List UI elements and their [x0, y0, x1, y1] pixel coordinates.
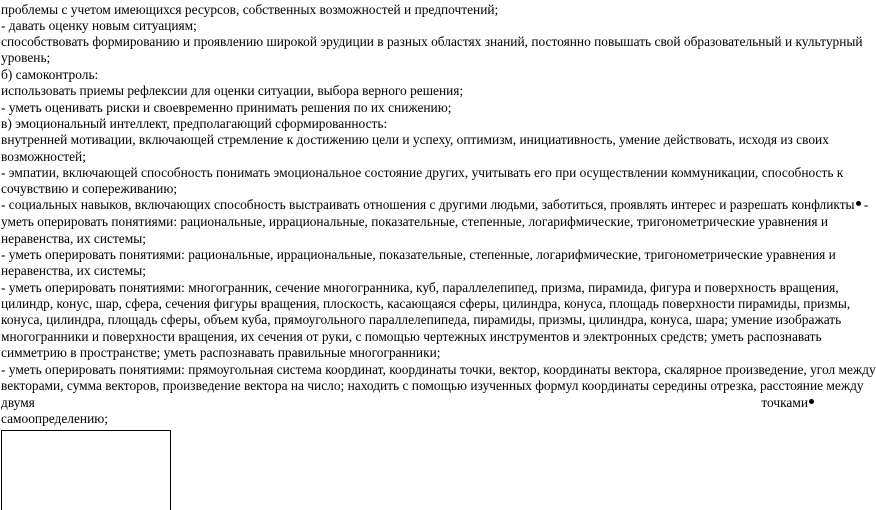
text-line-end [855, 196, 869, 213]
text-line-end [761, 394, 814, 411]
text-line: использовать приемы рефлексии для оценки ситуации, выбора верного решения; [1, 83, 464, 98]
text-line: самоопределению; [1, 411, 108, 426]
text-line: - уметь оперировать понятиями: многогранник, сечение многогранника, куб, параллелепипед, призма, пирамида, фигура и поверхность вращения, [1, 280, 839, 295]
text-line: - давать оценку новым ситуациям; [1, 18, 197, 33]
text-line: векторами, сумма векторов, произведение вектора на число; находить с помощью изученных формул координаты середины отрезка, расстояние между [1, 378, 864, 393]
text-line: возможностей; [1, 149, 86, 164]
text-line: б) самоконтроль: [1, 67, 99, 82]
bullet-icon [856, 201, 861, 206]
text-line: внутренней мотивации, включающей стремление к достижению цели и успеху, оптимизм, инициативность, умение действовать, исходя из своих [1, 132, 829, 147]
text-line: уровень; [1, 50, 51, 65]
text-line: конуса, цилиндра, площадь сферы, объем куба, прямоугольного параллелепипеда, пирамиды, призмы, цилиндра, конуса, шара; умение изображать [1, 312, 842, 327]
text-line: проблемы с учетом имеющихся ресурсов, собственных возможностей и предпочтений; [1, 2, 499, 17]
table-frame [1, 430, 171, 510]
text-line: в) эмоциональный интеллект, предполагающий сформированность: [1, 116, 388, 131]
text-word: точками [761, 395, 808, 410]
dash-glyph: - [863, 197, 869, 212]
bullet-icon [809, 399, 814, 404]
text-line: - уметь оперировать понятиями: рациональные, иррациональные, показательные, степенные, логарифмические, тригонометрические уравнения и [1, 247, 836, 262]
text-line: - эмпатии, включающей способность понимать эмоциональное состояние других, учитывать его при осуществлении коммуникации, способность к [1, 165, 844, 180]
text-line: цилиндр, конус, шар, сфера, сечения фигуры вращения, плоскость, касающаяся сферы, цилиндра, конуса, площадь поверхности пирамиды, призмы, [1, 296, 851, 311]
text-line: - уметь оценивать риски и своевременно принимать решения по их снижению; [1, 100, 452, 115]
text-line: неравенства, их системы; [1, 231, 146, 246]
text-line: уметь оперировать понятиями: рациональные, иррациональные, показательные, степенные, логарифмические, тригонометрические уравнения и [1, 214, 829, 229]
text-line [1, 196, 869, 213]
text-line [1, 394, 814, 411]
text-line: неравенства, их системы; [1, 263, 146, 278]
text-line: сочувствию и сопереживанию; [1, 181, 178, 196]
text-line: способствовать формированию и проявлению широкой эрудиции в разных областях знаний, постоянно повышать свой образовательный и культурный [1, 34, 863, 49]
text-line: симметрию в пространстве; уметь распознавать правильные многогранники; [1, 345, 441, 360]
text-line-main: - социальных навыков, включающих способность выстраивать отношения с другими людьми, заботиться, проявлять интерес и разрешать конфликты [1, 197, 855, 212]
text-line: - уметь оперировать понятиями: прямоугольная система координат, координаты точки, вектор, координаты вектора, скалярное произведение, угол между [1, 362, 876, 377]
text-line-start: двумя [1, 395, 35, 410]
text-line: многогранники и поверхности вращения, их сечения от руки, с помощью чертежных инструментов и электронных средств; уметь распознавать [1, 329, 822, 344]
